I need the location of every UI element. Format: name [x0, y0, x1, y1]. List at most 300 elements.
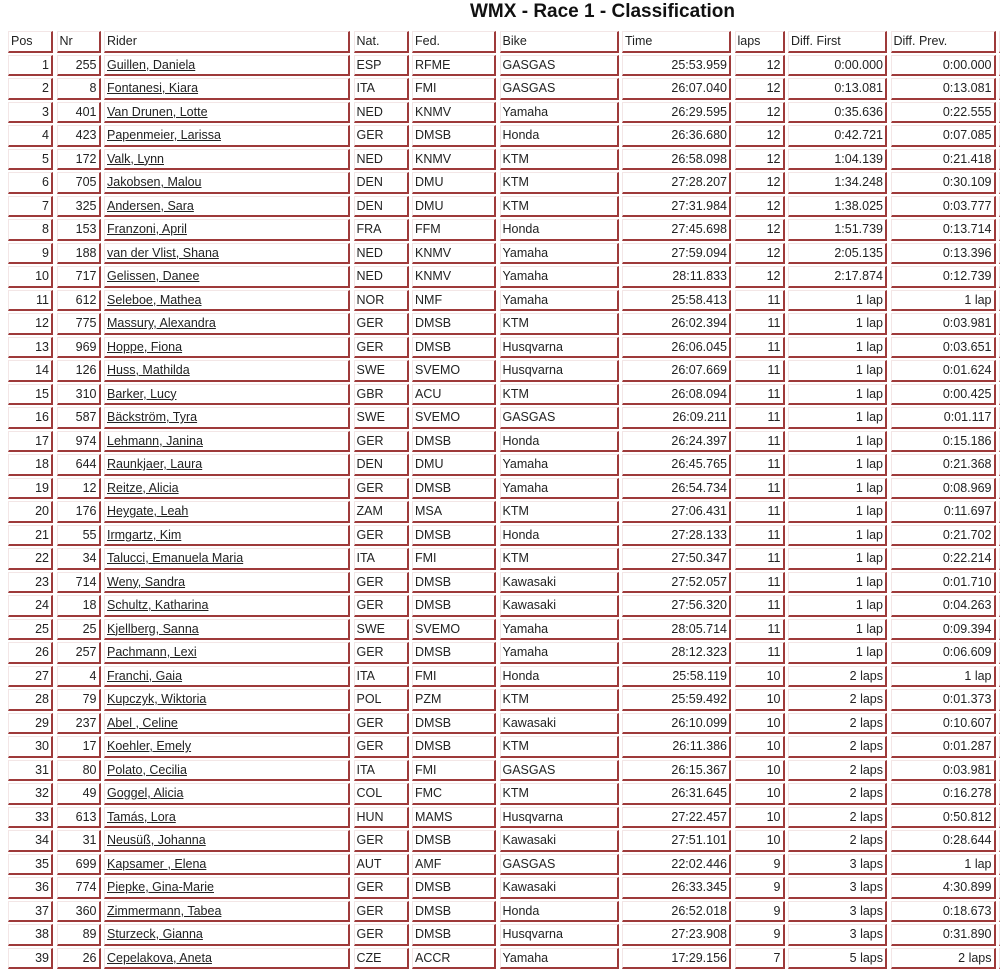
header-diff-first: Diff. First [788, 31, 887, 53]
rider-link[interactable]: Koehler, Emely [107, 739, 192, 753]
cell-pos: 27 [8, 666, 53, 688]
cell-nr: 188 [57, 243, 101, 265]
cell-nr: 17 [57, 736, 101, 758]
cell-rider [104, 666, 350, 688]
rider-link[interactable]: Guillen, Daniela [107, 57, 196, 72]
cell-pos: 17 [8, 431, 53, 453]
cell-time: 25:59.492 [622, 689, 731, 711]
rider-link[interactable]: Bäckström, Tyra [107, 410, 198, 424]
cell-time: 26:06.045 [622, 337, 731, 359]
rider-link[interactable]: Talucci, Emanuela Maria [107, 551, 244, 565]
cell-laps: 11 [735, 478, 785, 500]
cell-nat: ITA [354, 760, 409, 782]
cell-diff-first: 2 laps [788, 830, 887, 852]
cell-pos: 24 [8, 595, 53, 617]
cell-nr: 80 [57, 760, 101, 782]
cell-laps: 11 [735, 313, 785, 335]
cell-laps: 11 [735, 525, 785, 547]
cell-diff-first: 1 lap [788, 290, 887, 312]
rider-link[interactable]: Kupczyk, Wiktoria [107, 692, 207, 706]
cell-diff-first: 3 laps [788, 901, 887, 923]
cell-laps: 11 [735, 595, 785, 617]
cell-nr: 176 [57, 501, 101, 523]
cell-laps: 12 [735, 149, 785, 171]
cell-rider [104, 431, 350, 453]
header-diff-prev: Diff. Prev. [891, 31, 996, 53]
cell-diff-first: 1 lap [788, 525, 887, 547]
cell-time: 27:06.431 [622, 501, 731, 523]
cell-fed: SVEMO [412, 407, 496, 429]
cell-rider [104, 266, 350, 288]
cell-bike: Yamaha [500, 454, 619, 476]
cell-nr: 18 [57, 595, 101, 617]
cell-diff-prev: 0:31.890 [891, 924, 996, 946]
cell-nat: GBR [354, 384, 409, 406]
cell-rider [104, 478, 350, 500]
cell-nr: 360 [57, 901, 101, 923]
cell-fed: KNMV [412, 243, 496, 265]
cell-nr: 714 [57, 572, 101, 594]
rider-link[interactable]: Tamás, Lora [107, 809, 176, 824]
rider-link[interactable]: Jakobsen, Malou [107, 175, 202, 189]
cell-diff-prev: 0:30.109 [891, 172, 996, 194]
cell-laps: 11 [735, 619, 785, 641]
cell-bike: GASGAS [500, 407, 619, 429]
cell-nr: 79 [57, 689, 101, 711]
rider-link[interactable]: Zimmermann, Tabea [107, 903, 222, 918]
cell-rider [104, 736, 350, 758]
cell-bike: Husqvarna [500, 807, 619, 829]
cell-diff-first: 2 laps [788, 713, 887, 735]
cell-time: 26:02.394 [622, 313, 731, 335]
cell-diff-prev: 0:00.000 [891, 55, 996, 77]
rider-link[interactable]: Kapsamer , Elena [107, 856, 207, 871]
cell-time: 26:07.669 [622, 360, 731, 382]
rider-link[interactable]: Valk, Lynn [107, 151, 164, 166]
cell-nat: HUN [354, 807, 409, 829]
rider-link[interactable]: Heygate, Leah [107, 504, 189, 518]
cell-nr: 644 [57, 454, 101, 476]
cell-nat: GER [354, 478, 409, 500]
cell-nr: 172 [57, 149, 101, 171]
cell-diff-prev: 0:15.186 [891, 431, 996, 453]
cell-diff-prev: 0:13.714 [891, 219, 996, 241]
rider-link[interactable]: Pachmann, Lexi [107, 645, 197, 659]
cell-rider [104, 290, 350, 312]
cell-fed: DMU [412, 196, 496, 218]
header-nat: Nat. [354, 31, 409, 53]
rider-link[interactable]: Abel , Celine [107, 715, 178, 730]
cell-nr: 705 [57, 172, 101, 194]
cell-bike: KTM [500, 501, 619, 523]
cell-fed: DMSB [412, 901, 496, 923]
cell-rider [104, 948, 350, 970]
cell-pos: 1 [8, 55, 53, 77]
rider-link[interactable]: Papenmeier, Larissa [107, 128, 221, 142]
cell-pos: 20 [8, 501, 53, 523]
cell-bike: Honda [500, 125, 619, 147]
classification-table [8, 31, 1000, 969]
cell-fed: DMSB [412, 478, 496, 500]
cell-rider [104, 783, 350, 805]
cell-laps: 9 [735, 877, 785, 899]
cell-rider [104, 830, 350, 852]
cell-pos: 14 [8, 360, 53, 382]
cell-pos: 9 [8, 243, 53, 265]
cell-pos: 5 [8, 149, 53, 171]
cell-rider [104, 619, 350, 641]
cell-nr: 612 [57, 290, 101, 312]
cell-nr: 55 [57, 525, 101, 547]
cell-diff-first: 5 laps [788, 948, 887, 970]
cell-bike: Honda [500, 219, 619, 241]
rider-link[interactable]: Hoppe, Fiona [107, 339, 183, 354]
cell-time: 22:02.446 [622, 854, 731, 876]
cell-nat: GER [354, 830, 409, 852]
rider-link[interactable]: Raunkjaer, Laura [107, 457, 203, 471]
cell-laps: 10 [735, 830, 785, 852]
cell-diff-first: 2 laps [788, 666, 887, 688]
cell-time: 26:54.734 [622, 478, 731, 500]
cell-laps: 12 [735, 125, 785, 147]
cell-pos: 11 [8, 290, 53, 312]
cell-diff-first: 3 laps [788, 854, 887, 876]
cell-bike: Honda [500, 431, 619, 453]
cell-nat: GER [354, 924, 409, 946]
cell-rider [104, 924, 350, 946]
cell-diff-first: 1 lap [788, 454, 887, 476]
cell-diff-prev: 0:00.425 [891, 384, 996, 406]
cell-rider [104, 196, 350, 218]
cell-fed: DMSB [412, 595, 496, 617]
cell-diff-prev: 0:03.777 [891, 196, 996, 218]
cell-time: 28:05.714 [622, 619, 731, 641]
header-bike: Bike [500, 31, 619, 53]
cell-pos: 15 [8, 384, 53, 406]
cell-pos: 35 [8, 854, 53, 876]
cell-fed: FFM [412, 219, 496, 241]
cell-nr: 699 [57, 854, 101, 876]
cell-nr: 12 [57, 478, 101, 500]
cell-pos: 16 [8, 407, 53, 429]
cell-laps: 11 [735, 501, 785, 523]
cell-rider [104, 501, 350, 523]
cell-diff-first: 2:05.135 [788, 243, 887, 265]
cell-time: 26:29.595 [622, 102, 731, 124]
cell-bike: GASGAS [500, 78, 619, 100]
cell-nat: COL [354, 783, 409, 805]
cell-nr: 423 [57, 125, 101, 147]
cell-fed: KNMV [412, 266, 496, 288]
header-rider: Rider [104, 31, 350, 53]
cell-laps: 12 [735, 219, 785, 241]
cell-laps: 11 [735, 337, 785, 359]
cell-laps: 11 [735, 642, 785, 664]
cell-diff-prev: 1 lap [891, 854, 996, 876]
cell-rider [104, 55, 350, 77]
cell-fed: SVEMO [412, 360, 496, 382]
cell-nat: GER [354, 337, 409, 359]
cell-pos: 7 [8, 196, 53, 218]
rider-link[interactable]: van der Vlist, Shana [107, 245, 219, 260]
cell-laps: 11 [735, 572, 785, 594]
cell-bike: KTM [500, 313, 619, 335]
cell-rider [104, 149, 350, 171]
cell-nat: DEN [354, 454, 409, 476]
cell-nat: POL [354, 689, 409, 711]
cell-diff-prev: 0:22.555 [891, 102, 996, 124]
cell-time: 27:28.207 [622, 172, 731, 194]
cell-diff-first: 1 lap [788, 572, 887, 594]
cell-diff-first: 2 laps [788, 760, 887, 782]
cell-rider [104, 689, 350, 711]
rider-link[interactable]: Polato, Cecilia [107, 762, 187, 777]
cell-fed: FMI [412, 78, 496, 100]
cell-laps: 10 [735, 783, 785, 805]
cell-bike: Kawasaki [500, 830, 619, 852]
rider-link[interactable]: Seleboe, Mathea [107, 292, 202, 307]
cell-nat: GER [354, 736, 409, 758]
cell-bike: Yamaha [500, 642, 619, 664]
cell-pos: 28 [8, 689, 53, 711]
cell-diff-first: 1:04.139 [788, 149, 887, 171]
cell-bike: Kawasaki [500, 595, 619, 617]
cell-diff-prev: 0:03.981 [891, 760, 996, 782]
cell-bike: Yamaha [500, 290, 619, 312]
header-time: Time [622, 31, 731, 53]
cell-nat: CZE [354, 948, 409, 970]
cell-bike: Kawasaki [500, 713, 619, 735]
cell-diff-first: 3 laps [788, 924, 887, 946]
rider-link[interactable]: Irmgartz, Kim [107, 527, 182, 542]
cell-laps: 7 [735, 948, 785, 970]
cell-bike: Honda [500, 525, 619, 547]
rider-link[interactable]: Massury, Alexandra [107, 316, 216, 330]
rider-link[interactable]: Franzoni, April [107, 222, 187, 236]
cell-time: 26:36.680 [622, 125, 731, 147]
cell-pos: 19 [8, 478, 53, 500]
rider-link[interactable]: Sturzeck, Gianna [107, 927, 203, 941]
cell-rider [104, 901, 350, 923]
cell-rider [104, 313, 350, 335]
cell-time: 26:09.211 [622, 407, 731, 429]
cell-diff-prev: 0:01.710 [891, 572, 996, 594]
cell-bike: Husqvarna [500, 924, 619, 946]
cell-diff-first: 0:35.636 [788, 102, 887, 124]
cell-nr: 126 [57, 360, 101, 382]
cell-laps: 10 [735, 760, 785, 782]
cell-diff-prev: 0:04.263 [891, 595, 996, 617]
cell-nat: GER [354, 313, 409, 335]
cell-nr: 26 [57, 948, 101, 970]
rider-link[interactable]: Huss, Mathilda [107, 363, 190, 377]
rider-link[interactable]: Andersen, Sara [107, 198, 194, 213]
cell-diff-prev: 0:21.368 [891, 454, 996, 476]
cell-fed: DMSB [412, 924, 496, 946]
cell-nr: 613 [57, 807, 101, 829]
cell-diff-first: 1 lap [788, 548, 887, 570]
cell-laps: 12 [735, 78, 785, 100]
cell-nr: 25 [57, 619, 101, 641]
cell-time: 27:59.094 [622, 243, 731, 265]
cell-time: 27:45.698 [622, 219, 731, 241]
rider-link[interactable]: Franchi, Gaia [107, 668, 183, 683]
cell-fed: KNMV [412, 149, 496, 171]
cell-pos: 39 [8, 948, 53, 970]
cell-fed: DMSB [412, 830, 496, 852]
cell-diff-first: 1 lap [788, 384, 887, 406]
cell-diff-first: 2:17.874 [788, 266, 887, 288]
cell-rider [104, 877, 350, 899]
cell-fed: DMU [412, 172, 496, 194]
cell-nat: GER [354, 595, 409, 617]
cell-diff-prev: 0:01.624 [891, 360, 996, 382]
cell-fed: DMSB [412, 736, 496, 758]
cell-pos: 4 [8, 125, 53, 147]
cell-nat: NED [354, 149, 409, 171]
cell-pos: 31 [8, 760, 53, 782]
cell-nr: 237 [57, 713, 101, 735]
cell-nr: 325 [57, 196, 101, 218]
cell-diff-prev: 0:10.607 [891, 713, 996, 735]
cell-nat: SWE [354, 619, 409, 641]
cell-nat: AUT [354, 854, 409, 876]
cell-bike: Yamaha [500, 619, 619, 641]
cell-fed: MAMS [412, 807, 496, 829]
rider-link[interactable]: Goggel, Alicia [107, 786, 184, 800]
cell-diff-first: 2 laps [788, 783, 887, 805]
cell-nat: NED [354, 266, 409, 288]
cell-pos: 3 [8, 102, 53, 124]
cell-pos: 2 [8, 78, 53, 100]
cell-time: 25:58.413 [622, 290, 731, 312]
rider-link[interactable]: Schultz, Katharina [107, 598, 209, 612]
cell-nr: 4 [57, 666, 101, 688]
cell-diff-prev: 0:28.644 [891, 830, 996, 852]
cell-bike: Yamaha [500, 948, 619, 970]
cell-diff-prev: 1 lap [891, 666, 996, 688]
cell-pos: 8 [8, 219, 53, 241]
cell-nr: 34 [57, 548, 101, 570]
cell-pos: 25 [8, 619, 53, 641]
cell-bike: KTM [500, 149, 619, 171]
cell-time: 26:07.040 [622, 78, 731, 100]
cell-rider [104, 713, 350, 735]
cell-bike: Yamaha [500, 478, 619, 500]
cell-laps: 9 [735, 924, 785, 946]
cell-time: 25:58.119 [622, 666, 731, 688]
cell-pos: 38 [8, 924, 53, 946]
cell-diff-prev: 0:12.739 [891, 266, 996, 288]
cell-nat: GER [354, 877, 409, 899]
rider-link[interactable]: Fontanesi, Kiara [107, 81, 199, 95]
cell-fed: ACU [412, 384, 496, 406]
cell-laps: 12 [735, 243, 785, 265]
cell-rider [104, 642, 350, 664]
rider-link[interactable]: Weny, Sandra [107, 574, 186, 589]
cell-nr: 310 [57, 384, 101, 406]
cell-time: 26:11.386 [622, 736, 731, 758]
cell-fed: NMF [412, 290, 496, 312]
rider-link[interactable]: Neusüß, Johanna [107, 833, 206, 847]
cell-time: 26:52.018 [622, 901, 731, 923]
cell-rider [104, 337, 350, 359]
cell-diff-first: 1 lap [788, 313, 887, 335]
cell-rider [104, 407, 350, 429]
cell-rider [104, 807, 350, 829]
cell-diff-first: 1 lap [788, 431, 887, 453]
cell-fed: DMSB [412, 572, 496, 594]
cell-diff-first: 1:51.739 [788, 219, 887, 241]
cell-time: 26:31.645 [622, 783, 731, 805]
cell-pos: 32 [8, 783, 53, 805]
cell-rider [104, 548, 350, 570]
rider-link[interactable]: Reitze, Alicia [107, 480, 179, 495]
rider-link[interactable]: Van Drunen, Lotte [107, 104, 208, 119]
cell-diff-prev: 0:06.609 [891, 642, 996, 664]
rider-link[interactable]: Cepelakova, Aneta [107, 950, 212, 965]
cell-pos: 6 [8, 172, 53, 194]
rider-link[interactable]: Piepke, Gina-Marie [107, 880, 214, 894]
cell-nat: GER [354, 431, 409, 453]
cell-time: 27:23.908 [622, 924, 731, 946]
rider-link[interactable]: Lehmann, Janina [107, 433, 203, 448]
cell-laps: 12 [735, 172, 785, 194]
cell-nat: GER [354, 572, 409, 594]
cell-laps: 10 [735, 807, 785, 829]
cell-time: 26:24.397 [622, 431, 731, 453]
rider-link[interactable]: Gelissen, Danee [107, 269, 200, 283]
cell-fed: DMSB [412, 125, 496, 147]
cell-diff-prev: 1 lap [891, 290, 996, 312]
cell-rider [104, 102, 350, 124]
cell-fed: FMC [412, 783, 496, 805]
cell-time: 26:10.099 [622, 713, 731, 735]
cell-nat: ESP [354, 55, 409, 77]
cell-diff-prev: 0:16.278 [891, 783, 996, 805]
cell-laps: 11 [735, 384, 785, 406]
cell-time: 27:56.320 [622, 595, 731, 617]
rider-link[interactable]: Barker, Lucy [107, 386, 177, 401]
cell-bike: Yamaha [500, 102, 619, 124]
cell-bike: GASGAS [500, 760, 619, 782]
cell-nat: ZAM [354, 501, 409, 523]
cell-nr: 969 [57, 337, 101, 359]
cell-diff-first: 0:13.081 [788, 78, 887, 100]
rider-link[interactable]: Kjellberg, Sanna [107, 621, 199, 636]
cell-pos: 34 [8, 830, 53, 852]
cell-nr: 153 [57, 219, 101, 241]
cell-nat: SWE [354, 360, 409, 382]
cell-nr: 89 [57, 924, 101, 946]
header-nr: Nr [57, 31, 101, 53]
cell-laps: 12 [735, 102, 785, 124]
cell-pos: 10 [8, 266, 53, 288]
cell-bike: Honda [500, 901, 619, 923]
cell-nat: GER [354, 525, 409, 547]
cell-nat: DEN [354, 196, 409, 218]
cell-pos: 30 [8, 736, 53, 758]
cell-time: 17:29.156 [622, 948, 731, 970]
cell-pos: 33 [8, 807, 53, 829]
cell-pos: 37 [8, 901, 53, 923]
cell-pos: 21 [8, 525, 53, 547]
cell-nat: ITA [354, 548, 409, 570]
cell-laps: 10 [735, 713, 785, 735]
cell-laps: 11 [735, 548, 785, 570]
cell-fed: FMI [412, 548, 496, 570]
cell-laps: 11 [735, 431, 785, 453]
